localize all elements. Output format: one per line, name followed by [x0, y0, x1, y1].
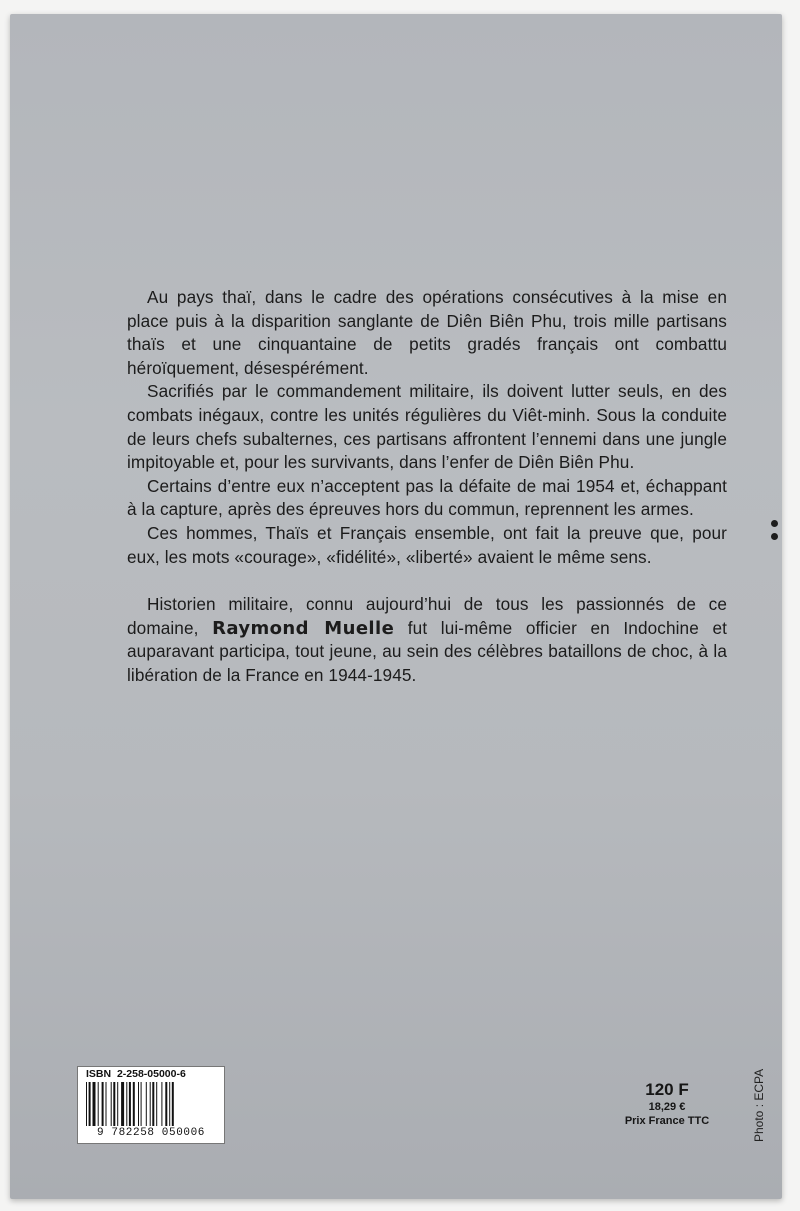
- back-cover-blurb: [127, 286, 727, 688]
- author-bio-intro: Historien militaire, connu aujourd’hui de tous les passionnés de ce domaine,: [127, 594, 727, 638]
- price-euros: 18,29 €: [648, 1101, 686, 1113]
- barcode-bars: [84, 1082, 218, 1126]
- price-label: Prix France TTC: [624, 1115, 710, 1127]
- price-francs: 120 F: [645, 1080, 689, 1099]
- ean-digits: 9 782258 050006: [96, 1127, 206, 1139]
- barcode-bar: [111, 1082, 112, 1126]
- author-bio-rest: fut lui-même officier en Indochine et auparavant participa, tout jeune, au sein des célèbres bataillons de choc, à la libération de la France en 1944-1945.: [127, 617, 727, 685]
- edge-dots: [771, 520, 778, 546]
- barcode-bar: [150, 1082, 151, 1126]
- edge-dot: [771, 533, 778, 540]
- blurb-paragraph: Sacrifiés par le commandement militaire, ils doivent lutter seuls, en des combats inégaux, contre les unités régulières du Viêt-minh. Sous la conduite de leurs chefs subalternes, ces partisans affrontent l’ennemi dans une jungle impitoyable et, pour les survivants, dans l’enfer de Diên Biên Phu.: [127, 381, 727, 473]
- barcode-bar: [113, 1082, 115, 1126]
- barcode-bar: [172, 1082, 174, 1126]
- barcode-bar: [106, 1082, 107, 1126]
- barcode-bar: [129, 1082, 131, 1126]
- barcode-bar: [138, 1082, 139, 1126]
- barcode-bar: [169, 1082, 170, 1126]
- barcode-bar: [146, 1082, 147, 1126]
- blurb-paragraph: Certains d’entre eux n’acceptent pas la défaite de mai 1954 et, échappant à la capture, après des épreuves hors du commun, reprennent les armes.: [127, 475, 727, 520]
- barcode-bar: [141, 1082, 142, 1126]
- author-bio: [127, 593, 727, 687]
- barcode-bar: [161, 1082, 162, 1126]
- barcode-bar: [117, 1082, 118, 1126]
- price-block: [612, 1080, 722, 1128]
- isbn-number: 2-258-05000-6: [116, 1068, 186, 1080]
- book-back-cover: [10, 14, 782, 1199]
- edge-dot: [771, 520, 778, 527]
- isbn-label: ISBN: [86, 1068, 112, 1080]
- barcode-bar: [102, 1082, 104, 1126]
- barcode-bar: [165, 1082, 167, 1126]
- author-name: Raymond Muelle: [212, 617, 395, 639]
- isbn-barcode: [77, 1066, 225, 1144]
- barcode-bar: [98, 1082, 99, 1126]
- barcode-bar: [126, 1082, 127, 1126]
- blurb-paragraph: Ces hommes, Thaïs et Français ensemble, ont fait la preuve que, pour eux, les mots «courage», «fidélité», «liberté» avaient le même sens.: [127, 522, 727, 567]
- barcode-bar: [89, 1082, 91, 1126]
- barcode-bar: [86, 1082, 87, 1126]
- barcode-bar: [156, 1082, 157, 1126]
- barcode-bar: [93, 1082, 96, 1126]
- isbn-text: [86, 1068, 186, 1080]
- photo-credit: Photo : ECPA: [752, 1068, 766, 1142]
- barcode-bar: [121, 1082, 124, 1126]
- barcode-bar: [133, 1082, 135, 1126]
- blurb-paragraph: Au pays thaï, dans le cadre des opérations consécutives à la mise en place puis à la disparition sanglante de Diên Biên Phu, trois mille partisans thaïs et une cinquantaine de petits gradés français ont combattu héroïquement, désespérément.: [127, 287, 727, 378]
- barcode-bar: [152, 1082, 154, 1126]
